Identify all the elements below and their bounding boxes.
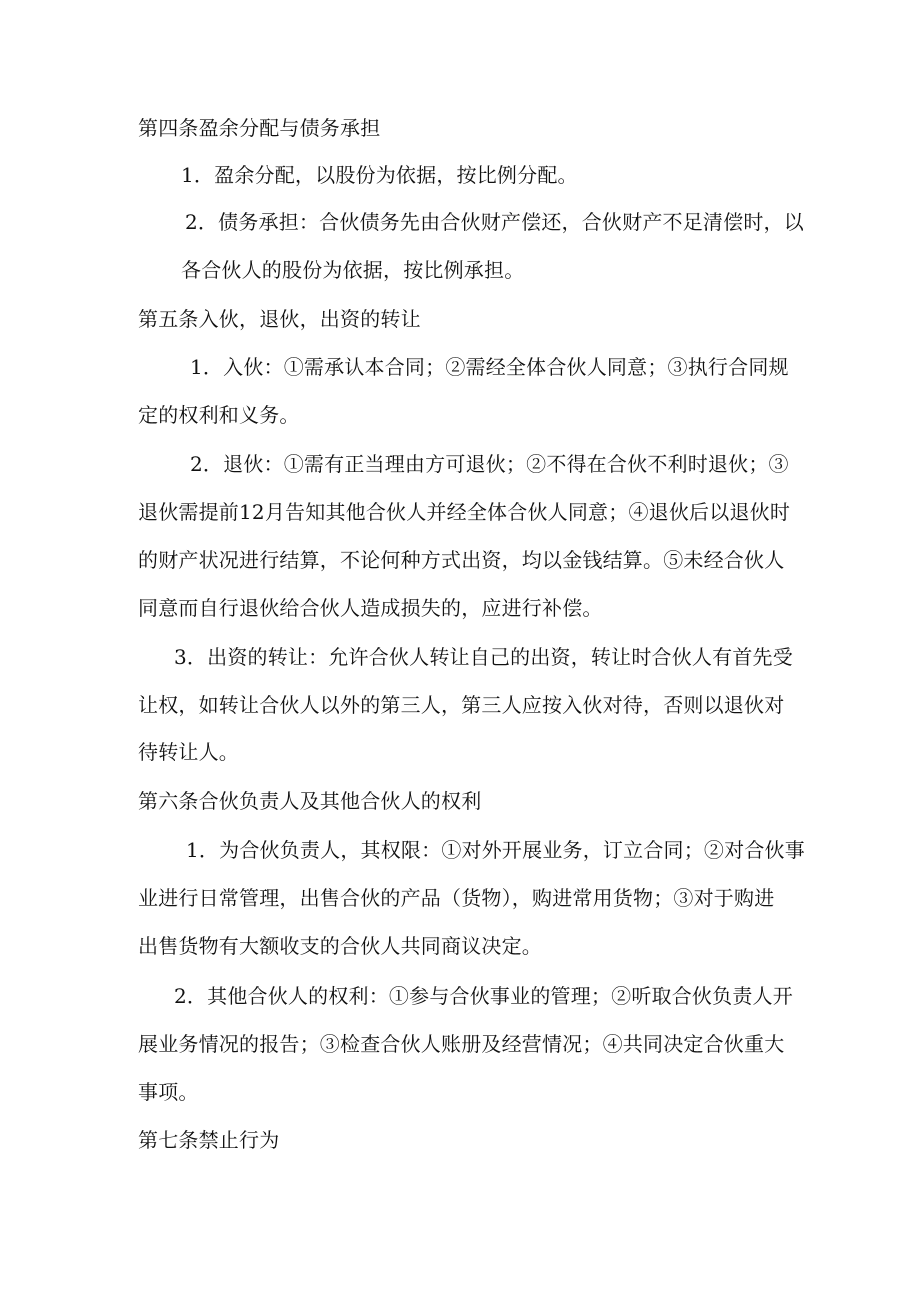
- article-4-item-2-line-1: 2．债务承担：合伙债务先由合伙财产偿还，合伙财产不足清偿时，以: [185, 210, 804, 234]
- article-5-item-2-line-1: 2．退伙：①需有正当理由方可退伙；②不得在合伙不利时退伙；③: [190, 452, 789, 476]
- article-5-item-2-line-3: 的财产状况进行结算，不论何种方式出资，均以金钱结算。⑤未经合伙人: [138, 548, 785, 572]
- article-6-item-1-line-2: 业进行日常管理，出售合伙的产品（货物），购进常用货物；③对于购进: [138, 886, 775, 910]
- article-6-item-1-line-1: 1．为合伙负责人，其权限：①对外开展业务，订立合同；②对合伙事: [186, 838, 805, 862]
- article-5-item-3-line-1: 3．出资的转让：允许合伙人转让自己的出资，转让时合伙人有首先受: [174, 645, 793, 669]
- article-5-item-3-line-2: 让权，如转让合伙人以外的第三人，第三人应按入伙对待，否则以退伙对: [138, 693, 785, 717]
- article-6-item-1-line-3: 出售货物有大额收支的合伙人共同商议决定。: [138, 934, 542, 958]
- article-5-item-1-line-2: 定的权利和义务。: [138, 403, 300, 427]
- article-5-item-1-line-1: 1．入伙：①需承认本合同；②需经全体合伙人同意；③执行合同规: [190, 355, 789, 379]
- article-5-heading: 第五条入伙，退伙，出资的转让: [138, 307, 421, 331]
- article-6-heading: 第六条合伙负责人及其他合伙人的权利: [138, 789, 482, 813]
- article-6-item-2-line-2: 展业务情况的报告；③检查合伙人账册及经营情况；④共同决定合伙重大: [138, 1032, 785, 1056]
- article-4-item-2-line-2: 各合伙人的股份为依据，按比例承担。: [181, 258, 525, 282]
- article-6-item-2-line-3: 事项。: [138, 1080, 199, 1104]
- article-4-heading: 第四条盈余分配与债务承担: [138, 116, 381, 140]
- article-5-item-3-line-3: 待转让人。: [138, 740, 239, 764]
- article-5-item-2-line-2: 退伙需提前12月告知其他合伙人并经全体合伙人同意；④退伙后以退伙时: [138, 500, 791, 524]
- article-6-item-2-line-1: 2．其他合伙人的权利：①参与合伙事业的管理；②听取合伙负责人开: [174, 984, 793, 1008]
- article-4-item-1: 1．盈余分配，以股份为依据，按比例分配。: [181, 163, 578, 187]
- article-5-item-2-line-4: 同意而自行退伙给合伙人造成损失的，应进行补偿。: [138, 596, 603, 620]
- article-7-heading: 第七条禁止行为: [138, 1128, 280, 1152]
